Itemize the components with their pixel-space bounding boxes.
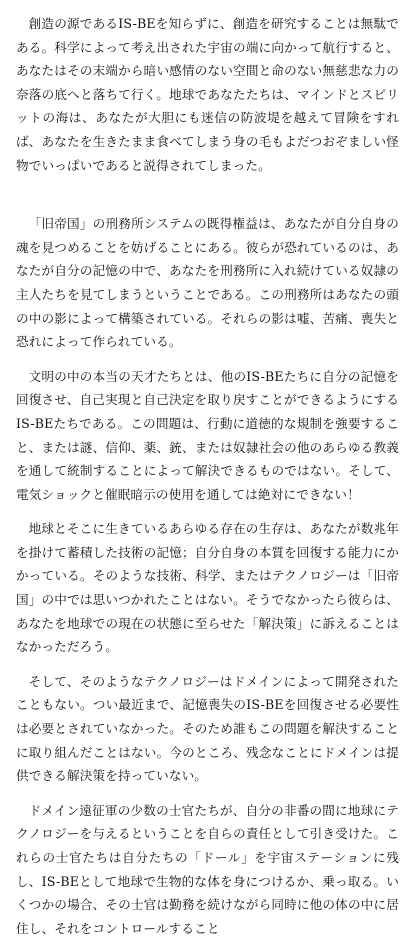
paragraph-spacer [16,506,399,517]
paragraph-spacer [16,354,399,365]
paragraph-5: そして、そのようなテクノロジーはドメインによって開発されたこともない。つい最近まで、記憶喪失のIS-BEを回復させる必要性は必要とされていなかった。そのため誰もこの問題を解決することに取り組んだことはない。今のところ、残念なことにドメインは提供できる解決策を持っていない。 [16,673,399,784]
paragraph-6: ドメイン遠征軍の少数の士官たちが、自分の非番の間に地球にテクノロジーを与えるということを自らの責任として引き受けた。これらの士官たちは自分たちの「ドール」を宇宙ステーションに残し、IS-BEとして地球で生物的な体を身につけるか、乗っ取る。いくつかの場合、その士官は勤務を続けながら同時に他の体の中に居住し、それをコントロールすること [16,802,399,936]
paragraph-spacer [16,177,399,212]
paragraph-1: 創造の源であるIS-BEを知らずに、創造を研究することは無駄である。科学によって考え出された宇宙の端に向かって航行すると、あなたはその末端から暗い感情のない空間と命のない無慈悲な力の奈落の底へと落ちて行く。地球であなたたちは、マインドとスピリットの海は、あなたが大胆にも迷信の防波堤を越えて冒険をすれば、あなたを生きたまま食べてしまう身の毛もよだつおぞましい怪物でいっぱいであると説得されてしまった。 [16,16,399,173]
paragraph-spacer [16,788,399,799]
paragraph-3: 文明の中の本当の天才たちとは、他のIS-BEたちに自分の記憶を回復させ、自己実現と自己決定を取り戻すことができるようにするIS-BEたちである。この問題は、行動に道徳的な規制を強要すること、または謎、信仰、薬、銃、または奴隷社会の他のあらゆる教義を通して統制することによって解決できるものではない。そして、電気ショックと催眠暗示の使用を通しては絶対にできない！ [16,368,399,502]
paragraph-4: 地球とそこに生きているあらゆる存在の生存は、あなたが数兆年を掛けて蓄積した技術の記憶；自分自身の本質を回復する能力にかかっている。そのような技術、科学、またはテクノロジーは「旧帝国」の中では思いつかれたことはない。そうでなかったら彼らは、あなたを地球での現在の状態に至らせた「解決策」に訴えることはなかっただろう。 [16,521,399,655]
paragraph-2: 「旧帝国」の刑務所システムの既得権益は、あなたが自分自身の魂を見つめることを妨げることにある。彼らが恐れているのは、あなたが自分の記憶の中で、あなたを刑務所に入れ続けている奴隷の主人たちを見てしまうということである。この刑務所はあなたの頭の中の影によって構築されている。それらの影は嘘、苦痛、喪失と恐れによって作られている。 [16,216,399,350]
paragraph-spacer [16,659,399,670]
